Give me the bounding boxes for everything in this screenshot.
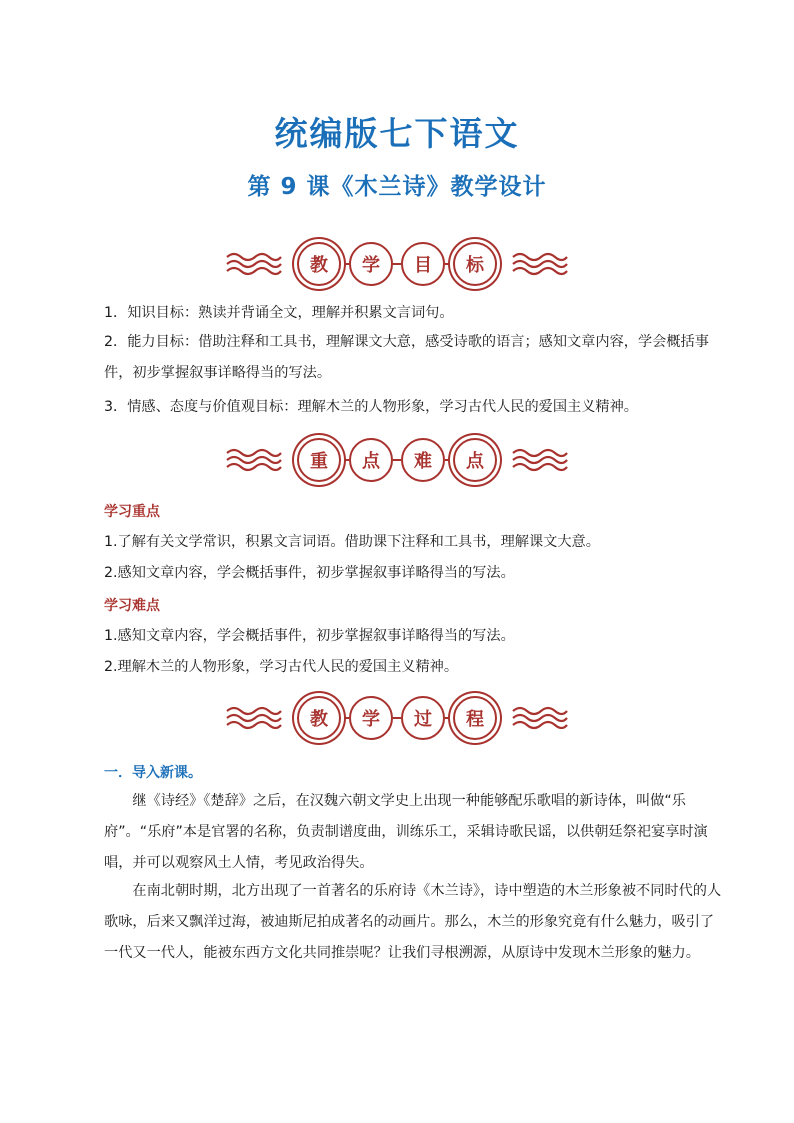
banner-char: 教 xyxy=(297,696,341,740)
banner-char: 点 xyxy=(349,438,393,482)
objective-item: 1．知识目标：熟读并背诵全文，理解并积累文言词句。 xyxy=(104,305,454,321)
page-subtitle: 第 9 课《木兰诗》教学设计 xyxy=(247,174,547,200)
objective-item: 2．能力目标：借助注释和工具书，理解课文大意，感受诗歌的语言；感知文章内容，学会概括事件，初步掌握叙事详略得当的写法。 xyxy=(104,334,709,381)
focus-heading: 学习重点 xyxy=(104,504,160,520)
banner-objectives xyxy=(0,236,794,292)
wave-ornament-icon xyxy=(511,703,569,733)
banner-char: 学 xyxy=(349,696,393,740)
wave-ornament-icon xyxy=(225,703,283,733)
wave-ornament-icon xyxy=(511,249,569,279)
banner-char: 过 xyxy=(401,696,445,740)
banner-char: 重 xyxy=(297,438,341,482)
difficulty-item: 2.理解木兰的人物形象，学习古代人民的爱国主义精神。 xyxy=(104,659,459,675)
banner-char: 学 xyxy=(349,242,393,286)
focus-item: 2.感知文章内容，学会概括事件，初步掌握叙事详略得当的写法。 xyxy=(104,565,515,581)
banner-char: 标 xyxy=(453,242,497,286)
objective-item: 3．情感、态度与价值观目标：理解木兰的人物形象，学习古代人民的爱国主义精神。 xyxy=(104,399,638,415)
wave-ornament-icon xyxy=(511,445,569,475)
banner-char: 目 xyxy=(401,242,445,286)
banner-char: 难 xyxy=(401,438,445,482)
body-paragraph: 在南北朝时期，北方出现了一首著名的乐府诗《木兰诗》，诗中塑造的木兰形象被不同时代的人歌咏，后来又飘洋过海，被迪斯尼拍成著名的动画片。那么，木兰的形象究竟有什么魅力，吸引了一代又一代人，能被东西方文化共同推崇呢？让我们寻根溯源，从原诗中发现木兰形象的魅力。 xyxy=(104,883,722,961)
body-paragraph: 继《诗经》《楚辞》之后，在汉魏六朝文学史上出现一种能够配乐歌唱的新诗体，叫做“乐府”。“乐府”本是官署的名称，负责制谱度曲，训练乐工，采辑诗歌民谣，以供朝廷祭祀宴享时演唱，并可以观察风土人情，考见政治得失。 xyxy=(104,793,708,871)
banner-process xyxy=(0,690,794,746)
page-title: 统编版七下语文 xyxy=(274,114,520,153)
banner-key-points xyxy=(0,432,794,488)
banner-char: 教 xyxy=(297,242,341,286)
wave-ornament-icon xyxy=(225,249,283,279)
banner-char: 程 xyxy=(453,696,497,740)
section-heading: 一．导入新课。 xyxy=(104,765,202,781)
difficulty-item: 1.感知文章内容，学会概括事件，初步掌握叙事详略得当的写法。 xyxy=(104,628,515,644)
wave-ornament-icon xyxy=(225,445,283,475)
difficulty-heading: 学习难点 xyxy=(104,598,160,614)
focus-item: 1.了解有关文学常识，积累文言词语。借助课下注释和工具书，理解课文大意。 xyxy=(104,534,600,550)
banner-char: 点 xyxy=(453,438,497,482)
